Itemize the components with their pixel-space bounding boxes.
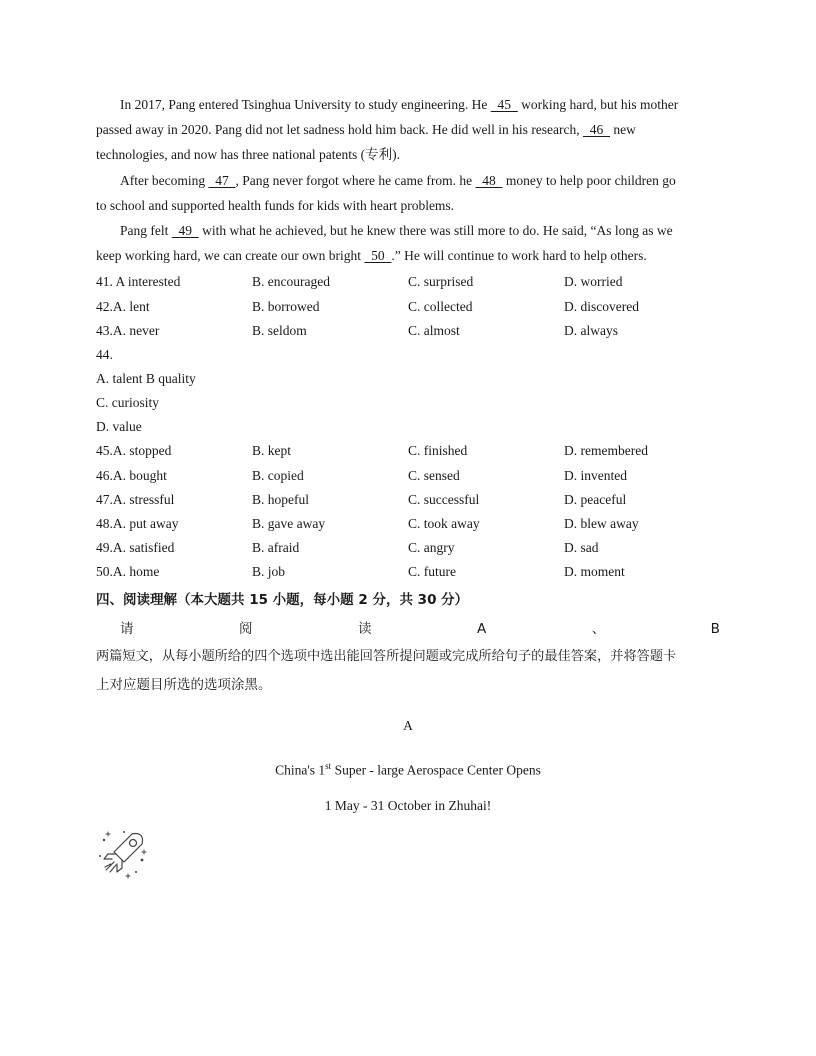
option-row-42 [96, 295, 720, 319]
instruction-word: 阅 [238, 621, 253, 637]
passage-paragraph-3 [96, 218, 720, 268]
instruction-word: 请 [120, 621, 134, 637]
option-a: 46.A. bought [96, 468, 167, 483]
option-c: C. finished [408, 443, 468, 458]
instruction-word: 、 [591, 621, 606, 637]
question-44-option-d: D. value [96, 419, 142, 434]
option-c: C. took away [408, 516, 480, 531]
reading-a-title [0, 756, 816, 781]
option-row-49 [96, 536, 720, 560]
option-row-43 [96, 319, 720, 343]
instruction-word: A [476, 621, 487, 637]
option-a: 43.A. never [96, 323, 160, 338]
blank-45: 45 [490, 97, 518, 112]
passage-line [96, 117, 720, 142]
option-d: D. sad [564, 540, 599, 555]
title-text: Super - large Aerospace Center Opens [331, 762, 541, 778]
option-a: 49.A. satisfied [96, 540, 175, 555]
passage-line [96, 243, 720, 268]
passage-paragraph-2 [96, 168, 720, 218]
option-a: 42.A. lent [96, 299, 150, 314]
option-a: 50.A. home [96, 564, 160, 579]
passage-text: After becoming [120, 173, 209, 188]
passage-text: new [610, 122, 636, 137]
passage-text: keep working hard, we can create our own bright [96, 248, 365, 263]
option-b: B. borrowed [252, 299, 320, 314]
question-44-option-c: C. curiosity [96, 395, 159, 410]
option-b: B. encouraged [252, 274, 330, 289]
passage-line [96, 218, 720, 243]
option-c: C. angry [408, 540, 455, 555]
passage-text: working hard, but his mother [517, 97, 679, 112]
option-row-48 [96, 512, 720, 536]
passage-text: passed away in 2020. Pang did not let sadness hold him back. He did well in his research, [96, 122, 584, 137]
instruction-line-1 [120, 618, 720, 640]
passage-text: , Pang never forgot where he came from. he [235, 173, 476, 188]
option-a: 45.A. stopped [96, 443, 172, 458]
option-b: B. hopeful [252, 492, 309, 507]
reading-a-dates: 1 May - 31 October in Zhuhai! [324, 798, 492, 813]
reading-a-label: A [403, 718, 413, 733]
passage-text: In 2017, Pang entered Tsinghua University to study engineering. He [120, 97, 491, 112]
option-b: B. gave away [252, 516, 326, 531]
option-b: B. seldom [252, 323, 307, 338]
option-row-45 [96, 439, 720, 463]
option-row-46 [96, 464, 720, 488]
passage-line [96, 168, 720, 193]
instruction-word: B [710, 621, 720, 637]
option-a: 47.A. stressful [96, 492, 175, 507]
option-b: B. kept [252, 443, 291, 458]
option-d: D. discovered [564, 299, 639, 314]
blank-48: 48 [475, 173, 503, 188]
option-c: C. successful [408, 492, 480, 507]
passage-text: Pang felt [120, 223, 172, 238]
option-c: C. collected [408, 299, 473, 314]
passage-line [96, 92, 720, 117]
option-c: C. almost [408, 323, 460, 338]
option-b: B. copied [252, 468, 304, 483]
instruction-word: 读 [357, 621, 372, 637]
passage-line: to school and supported health funds for kids with heart problems. [96, 198, 455, 213]
option-a: 48.A. put away [96, 516, 179, 531]
blank-47: 47 [208, 173, 236, 188]
option-row-47 [96, 488, 720, 512]
option-d: D. blew away [564, 516, 639, 531]
option-b: B. job [252, 564, 286, 579]
blank-46: 46 [583, 122, 611, 137]
passage-text: money to help poor children go [502, 173, 676, 188]
blank-49: 49 [171, 223, 199, 238]
option-d: D. remembered [564, 443, 648, 458]
option-a: 41. A interested [96, 274, 181, 289]
passage-line: technologies, and now has three national patents (专利). [96, 147, 401, 162]
title-text: China's 1 [275, 762, 326, 778]
option-c: C. sensed [408, 468, 460, 483]
rocket-icon [94, 826, 150, 882]
title-superscript: st [325, 761, 332, 771]
blank-50: 50 [364, 248, 392, 263]
passage-paragraph-1 [96, 92, 720, 167]
option-d: D. invented [564, 468, 627, 483]
passage-text: .” He will continue to work hard to help others. [391, 248, 647, 263]
option-row-50 [96, 560, 720, 584]
option-d: D. worried [564, 274, 623, 289]
option-c: C. future [408, 564, 456, 579]
instruction-line-3: 上对应题目所选的选项涂黑。 [96, 677, 272, 693]
option-row-41 [96, 270, 720, 294]
option-d: D. always [564, 323, 618, 338]
instruction-line-2: 两篇短文，从每小题所给的四个选项中选出能回答所提问题或完成所给句子的最佳答案，并将答题卡 [96, 649, 677, 664]
question-44-number: 44. [96, 347, 113, 362]
section-heading: 四、阅读理解（本大题共 15 小题，每小题 2 分，共 30 分） [96, 592, 469, 608]
option-d: D. peaceful [564, 492, 627, 507]
option-d: D. moment [564, 564, 625, 579]
option-c: C. surprised [408, 274, 474, 289]
passage-text: with what he achieved, but he knew there was still more to do. He said, “As long as we [198, 223, 673, 238]
question-44-option-ab: A. talent B quality [96, 371, 196, 386]
option-b: B. afraid [252, 540, 300, 555]
